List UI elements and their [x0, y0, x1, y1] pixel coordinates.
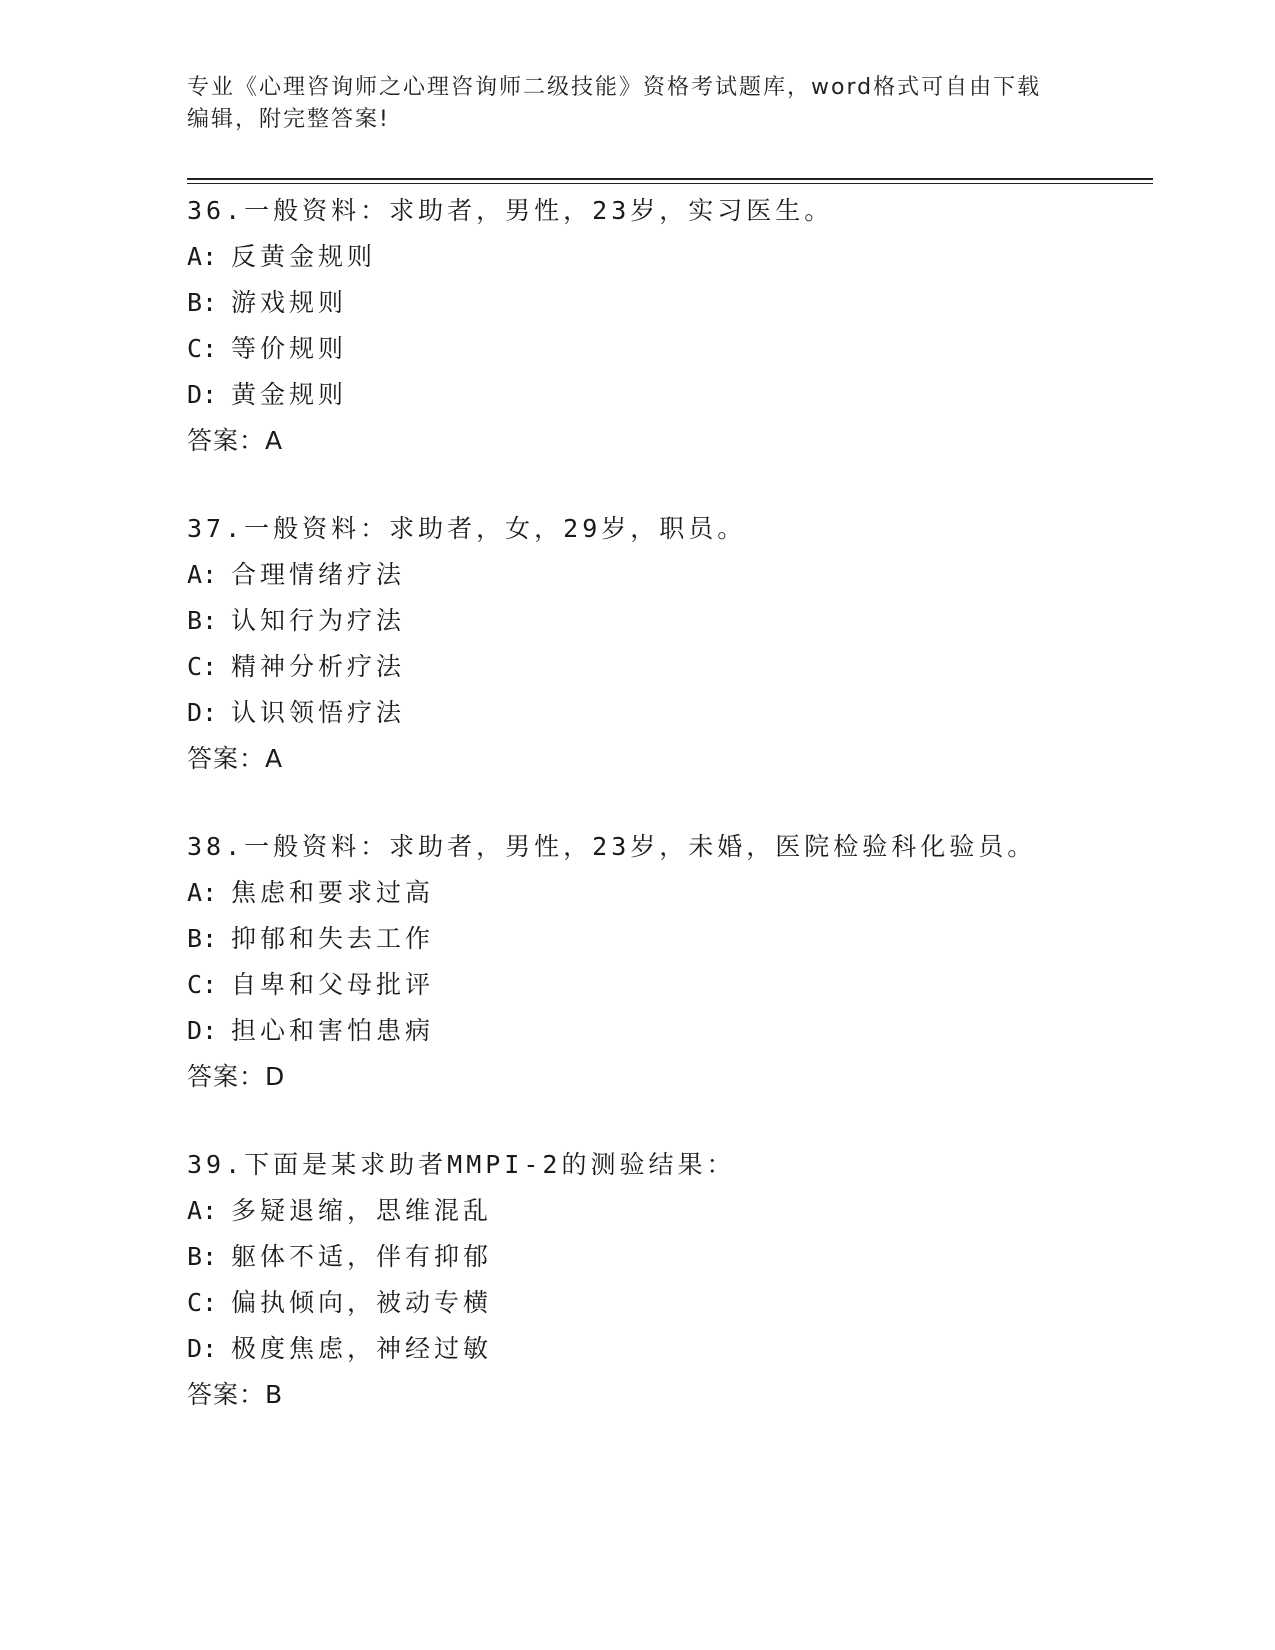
- header-line-1: 专业《心理咨询师之心理咨询师二级技能》资格考试题库，word格式可自由下载: [187, 75, 1042, 100]
- option-key: B:: [187, 924, 218, 953]
- option-d: [187, 372, 1153, 418]
- option-key: C:: [187, 652, 218, 681]
- answer-line: [187, 736, 1153, 782]
- option-text: 认知行为疗法: [231, 606, 406, 635]
- option-key: B:: [187, 1242, 218, 1271]
- option-text: 躯体不适，伴有抑郁: [231, 1242, 493, 1271]
- answer-label: 答案：: [187, 1062, 266, 1091]
- option-text: 自卑和父母批评: [231, 970, 435, 999]
- option-c: [187, 962, 1153, 1008]
- option-text: 合理情绪疗法: [231, 560, 406, 589]
- option-key: C:: [187, 970, 218, 999]
- option-a: [187, 552, 1153, 598]
- option-text: 精神分析疗法: [231, 652, 406, 681]
- question-36: [187, 188, 1153, 464]
- answer-label: 答案：: [187, 1380, 266, 1409]
- option-text: 极度焦虑，神经过敏: [231, 1334, 493, 1363]
- option-key: C:: [187, 334, 218, 363]
- option-c: [187, 1280, 1153, 1326]
- option-text: 抑郁和失去工作: [231, 924, 435, 953]
- option-text: 多疑退缩，思维混乱: [231, 1196, 493, 1225]
- answer-label: 答案：: [187, 744, 266, 773]
- option-text: 焦虑和要求过高: [231, 878, 435, 907]
- option-key: D:: [187, 698, 218, 727]
- header-line-2: 编辑，附完整答案!: [187, 107, 390, 132]
- answer-label: 答案：: [187, 426, 266, 455]
- header-divider-thick: [187, 178, 1153, 180]
- option-key: D:: [187, 1016, 218, 1045]
- question-stem: 36.一般资料：求助者，男性，23岁，实习医生。: [187, 196, 834, 225]
- question-37: [187, 506, 1153, 782]
- answer-value: A: [265, 426, 284, 455]
- option-text: 担心和害怕患病: [231, 1016, 435, 1045]
- option-b: [187, 916, 1153, 962]
- option-key: B:: [187, 288, 218, 317]
- option-key: D:: [187, 380, 218, 409]
- option-text: 游戏规则: [231, 288, 348, 317]
- answer-value: B: [265, 1380, 284, 1409]
- option-a: [187, 1188, 1153, 1234]
- answer-value: D: [265, 1062, 286, 1091]
- option-key: A:: [187, 1196, 218, 1225]
- option-c: [187, 326, 1153, 372]
- option-a: [187, 870, 1153, 916]
- question-stem: 39.下面是某求助者MMPI-2的测验结果：: [187, 1150, 736, 1179]
- option-c: [187, 644, 1153, 690]
- option-b: [187, 598, 1153, 644]
- question-list: [187, 188, 1153, 1460]
- option-d: [187, 690, 1153, 736]
- option-text: 黄金规则: [231, 380, 348, 409]
- answer-value: A: [265, 744, 284, 773]
- question-38: [187, 824, 1153, 1100]
- option-key: A:: [187, 878, 218, 907]
- option-key: A:: [187, 242, 218, 271]
- document-header: [187, 72, 1067, 136]
- question-stem: 37.一般资料：求助者，女，29岁，职员。: [187, 514, 747, 543]
- option-text: 反黄金规则: [231, 242, 377, 271]
- option-b: [187, 280, 1153, 326]
- option-text: 认识领悟疗法: [231, 698, 406, 727]
- option-text: 偏执倾向，被动专横: [231, 1288, 493, 1317]
- option-key: B:: [187, 606, 218, 635]
- answer-line: [187, 1054, 1153, 1100]
- option-d: [187, 1326, 1153, 1372]
- answer-line: [187, 418, 1153, 464]
- answer-line: [187, 1372, 1153, 1418]
- option-key: C:: [187, 1288, 218, 1317]
- question-39: [187, 1142, 1153, 1418]
- header-divider-thin: [187, 183, 1153, 184]
- option-a: [187, 234, 1153, 280]
- option-key: D:: [187, 1334, 218, 1363]
- question-stem: 38.一般资料：求助者，男性，23岁，未婚，医院检验科化验员。: [187, 832, 1037, 861]
- option-key: A:: [187, 560, 218, 589]
- option-b: [187, 1234, 1153, 1280]
- option-d: [187, 1008, 1153, 1054]
- option-text: 等价规则: [231, 334, 348, 363]
